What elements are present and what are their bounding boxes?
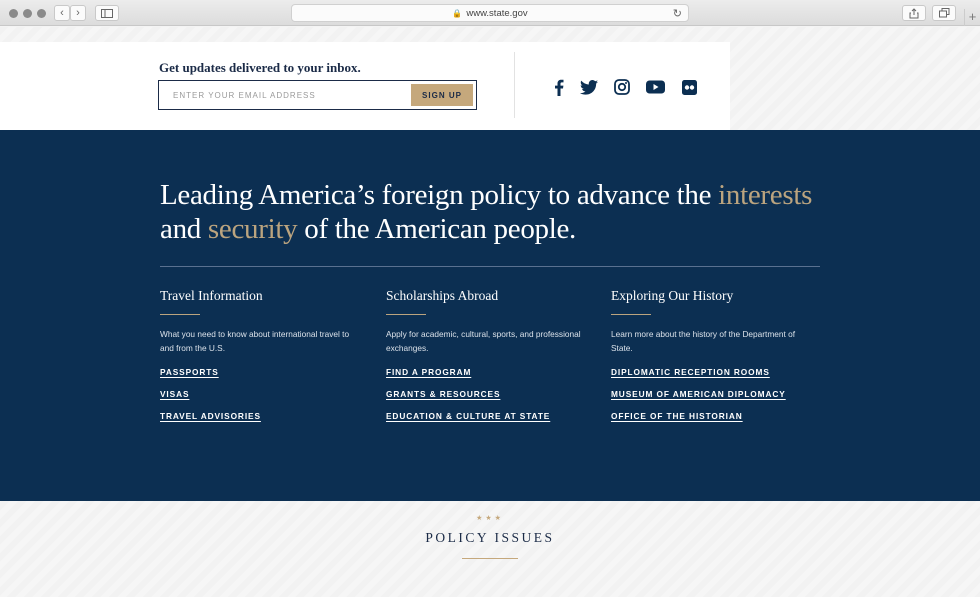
minimize-window-dot[interactable]: [23, 9, 32, 18]
facebook-icon: [554, 79, 564, 96]
youtube-link[interactable]: [644, 76, 666, 98]
email-signup-section: [0, 42, 730, 130]
diplomatic-reception-rooms-link[interactable]: DIPLOMATIC RECEPTION ROOMS: [611, 367, 770, 377]
museum-of-american-diplomacy-link[interactable]: MUSEUM OF AMERICAN DIPLOMACY: [611, 389, 786, 399]
vertical-divider: [514, 52, 515, 118]
flickr-icon: [682, 80, 697, 95]
email-signup-form: [158, 80, 477, 110]
mission-statement: [160, 178, 840, 246]
instagram-icon: [614, 79, 630, 95]
sidebar-toggle-button[interactable]: [95, 5, 119, 21]
column-title: Exploring Our History: [611, 288, 734, 303]
sidebar-icon: [101, 9, 113, 18]
section-divider: [160, 266, 820, 267]
reload-icon[interactable]: ↻: [672, 8, 682, 20]
address-bar[interactable]: [291, 4, 689, 22]
stars-ornament-icon: ★★★: [476, 515, 504, 522]
office-of-the-historian-link[interactable]: OFFICE OF THE HISTORIAN: [611, 411, 743, 421]
new-tab-button[interactable]: +: [964, 9, 980, 26]
mission-text-3: of the American people.: [297, 213, 576, 245]
passports-link[interactable]: PASSPORTS: [160, 367, 219, 377]
twitter-icon: [580, 80, 598, 95]
mission-text-1: Leading America’s foreign policy to advance the: [160, 179, 719, 211]
instagram-link[interactable]: [611, 76, 633, 98]
flickr-link[interactable]: [678, 76, 700, 98]
zoom-window-dot[interactable]: [37, 9, 46, 18]
browser-toolbar: [0, 0, 980, 26]
column-links: [160, 367, 370, 423]
travel-advisories-link[interactable]: TRAVEL ADVISORIES: [160, 411, 261, 421]
page-content: [0, 27, 980, 597]
column-links: [386, 367, 596, 423]
education-culture-link[interactable]: EDUCATION & CULTURE AT STATE: [386, 411, 551, 421]
mission-highlight-security: security: [207, 213, 298, 245]
forward-button[interactable]: [70, 5, 86, 21]
twitter-link[interactable]: [578, 76, 600, 98]
column-description: What you need to know about international travel to and from the U.S.: [160, 329, 350, 353]
title-underline: [160, 314, 200, 315]
title-underline: [611, 314, 651, 315]
tabs-icon: [939, 8, 950, 18]
signup-title: Get updates delivered to your inbox.: [159, 60, 361, 75]
chevron-right-icon: ›: [76, 7, 80, 19]
mission-text-2: and: [160, 213, 208, 245]
mission-highlight-interests: interests: [718, 179, 813, 211]
chevron-left-icon: ‹: [60, 7, 64, 19]
url-text: www.state.gov: [466, 7, 528, 19]
email-input[interactable]: [159, 81, 409, 109]
mission-section: [0, 130, 980, 501]
grants-resources-link[interactable]: GRANTS & RESOURCES: [386, 389, 501, 399]
back-button[interactable]: [54, 5, 70, 21]
column-title: Scholarships Abroad: [386, 288, 499, 303]
travel-information-column: [160, 288, 370, 433]
visas-link[interactable]: VISAS: [160, 389, 190, 399]
column-description: Learn more about the history of the Department of State.: [611, 329, 796, 353]
facebook-link[interactable]: [548, 76, 570, 98]
lock-icon: 🔒: [452, 8, 463, 18]
tabs-overview-button[interactable]: [932, 5, 956, 21]
heading-underline: [462, 558, 518, 559]
column-title: Travel Information: [160, 288, 263, 303]
youtube-icon: [646, 80, 665, 94]
column-links: [611, 367, 821, 423]
policy-issues-heading: POLICY ISSUES: [425, 530, 555, 545]
share-button[interactable]: [902, 5, 926, 21]
title-underline: [386, 314, 426, 315]
close-window-dot[interactable]: [9, 9, 18, 18]
find-a-program-link[interactable]: FIND A PROGRAM: [386, 367, 472, 377]
scholarships-abroad-column: [386, 288, 596, 433]
sign-up-button[interactable]: SIGN UP: [411, 84, 473, 106]
exploring-our-history-column: [611, 288, 821, 433]
share-icon: [909, 8, 919, 19]
column-description: Apply for academic, cultural, sports, and professional exchanges.: [386, 329, 581, 353]
